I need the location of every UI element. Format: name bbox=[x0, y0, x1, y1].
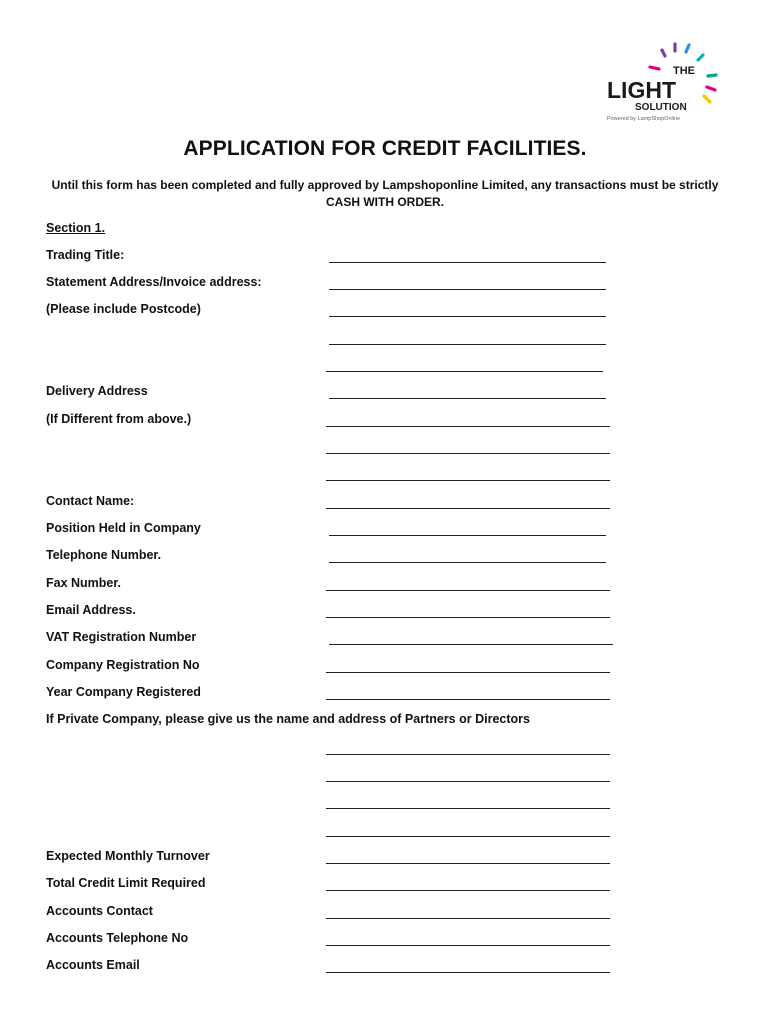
accounts-email-line[interactable] bbox=[326, 972, 610, 973]
logo-ray bbox=[686, 45, 689, 52]
fax-label: Fax Number. bbox=[46, 576, 122, 590]
intro-text: Until this form has been completed and fully approved by Lampshoponline Limited, any transactions must be strictly CASH WITH ORDER. bbox=[51, 178, 719, 209]
document-title: APPLICATION FOR CREDIT FACILITIES. bbox=[183, 137, 587, 160]
directors-line-4[interactable] bbox=[326, 836, 610, 837]
statement-address-line-4[interactable] bbox=[326, 371, 603, 372]
light-solution-logo bbox=[604, 40, 726, 124]
statement-address-line-1[interactable] bbox=[329, 289, 606, 290]
logo-tagline-text: Powered by LampShopOnline bbox=[607, 116, 681, 122]
logo-the-text: THE bbox=[673, 65, 695, 77]
year-registered-line[interactable] bbox=[326, 699, 610, 700]
logo-light-text: LIGHT bbox=[607, 77, 676, 103]
statement-address-label: Statement Address/Invoice address: bbox=[46, 275, 262, 289]
logo-ray bbox=[650, 67, 659, 69]
year-registered-label: Year Company Registered bbox=[46, 685, 201, 699]
directors-line-2[interactable] bbox=[326, 781, 610, 782]
accounts-telephone-line[interactable] bbox=[326, 945, 610, 946]
postcode-note-label: (Please include Postcode) bbox=[46, 302, 201, 316]
monthly-turnover-line[interactable] bbox=[326, 863, 610, 864]
logo-ray bbox=[707, 87, 715, 90]
statement-address-line-2[interactable] bbox=[329, 316, 606, 317]
delivery-address-label: Delivery Address bbox=[46, 384, 148, 398]
vat-label: VAT Registration Number bbox=[46, 630, 197, 644]
credit-limit-line[interactable] bbox=[326, 890, 610, 891]
directors-line-3[interactable] bbox=[326, 808, 610, 809]
private-company-label: If Private Company, please give us the name and address of Partners or Directors bbox=[46, 712, 530, 726]
credit-limit-label: Total Credit Limit Required bbox=[46, 876, 206, 890]
trading-title-line[interactable] bbox=[329, 262, 606, 263]
directors-line-1[interactable] bbox=[326, 754, 610, 755]
company-reg-label: Company Registration No bbox=[46, 658, 200, 672]
delivery-address-line-2[interactable] bbox=[326, 426, 610, 427]
email-line[interactable] bbox=[326, 617, 610, 618]
position-held-label: Position Held in Company bbox=[46, 521, 201, 535]
delivery-note-label: (If Different from above.) bbox=[46, 412, 192, 426]
logo-ray bbox=[662, 50, 665, 56]
telephone-label: Telephone Number. bbox=[46, 548, 162, 562]
contact-name-label: Contact Name: bbox=[46, 494, 135, 508]
accounts-contact-label: Accounts Contact bbox=[46, 904, 153, 918]
monthly-turnover-label: Expected Monthly Turnover bbox=[46, 849, 210, 863]
accounts-telephone-label: Accounts Telephone No bbox=[46, 931, 189, 945]
logo-ray bbox=[698, 55, 703, 60]
accounts-contact-line[interactable] bbox=[326, 918, 610, 919]
logo-ray bbox=[708, 75, 716, 76]
logo-solution-text: SOLUTION bbox=[635, 102, 687, 113]
telephone-line[interactable] bbox=[329, 562, 606, 563]
email-label: Email Address. bbox=[46, 603, 136, 617]
vat-line[interactable] bbox=[329, 644, 613, 645]
statement-address-line-3[interactable] bbox=[329, 344, 606, 345]
delivery-address-line-4[interactable] bbox=[326, 480, 610, 481]
section-heading: Section 1. bbox=[46, 221, 106, 235]
company-logo bbox=[604, 40, 726, 124]
contact-name-line[interactable] bbox=[326, 508, 610, 509]
fax-line[interactable] bbox=[326, 590, 610, 591]
accounts-email-label: Accounts Email bbox=[46, 958, 140, 972]
delivery-address-line-3[interactable] bbox=[326, 453, 610, 454]
company-reg-line[interactable] bbox=[326, 672, 610, 673]
logo-ray bbox=[704, 96, 710, 102]
trading-title-label: Trading Title: bbox=[46, 248, 125, 262]
delivery-address-line-1[interactable] bbox=[329, 398, 606, 399]
position-held-line[interactable] bbox=[329, 535, 606, 536]
